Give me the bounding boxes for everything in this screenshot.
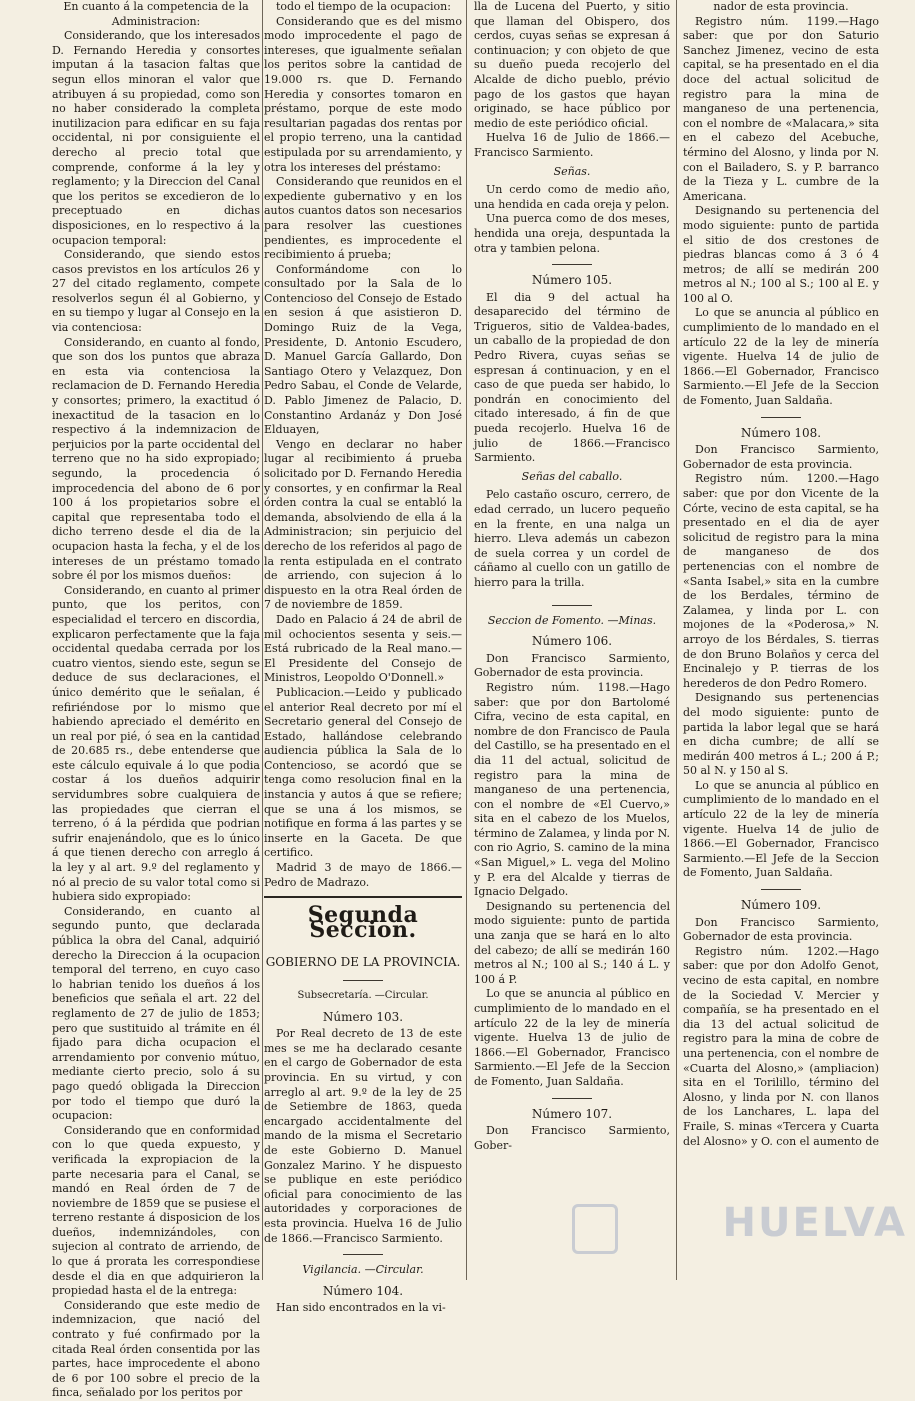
subsection-label: Vigilancia. —Circular.	[302, 1263, 424, 1277]
paragraph: Pelo castaño oscuro, cerrero, de edad cerrado, un lucero pequeño en la frente, en una nalga un hierro. Lleva además un cabezon de suela correa y un cordel de cáñamo al cuello con un gatillo de hierro para la trilla.	[474, 488, 670, 589]
column-rule	[262, 0, 263, 1280]
column-rule	[466, 0, 467, 1280]
paragraph: Considerando que este medio de indemnizacion, que nació del contrato y fué confirmado por la citada Real órden consentida por las partes, hace improcedente el abono de 6 por 100 sobre el precio de la finca, señalado por los peritos por	[52, 1298, 260, 1400]
paragraph: Don Francisco Sarmiento, Gobernador de esta provincia.	[683, 915, 879, 944]
column-2	[264, 0, 462, 1315]
subsection-label: Subsecretaría. —Circular.	[297, 990, 429, 1001]
paragraph: Publicacion.—Leido y publicado el anterior Real decreto por mí el Secretario general del Consejo de Estado, hallándose celebrando audiencia pública la Sala de lo Contencioso, se acordó que se tenga como resolucion final en la instancia y autos á que se refiere; que se una á los mismos, se notifique en forma á las partes y se inserte en la Gaceta. De que certifico.	[264, 685, 462, 860]
paragraph: Una puerca como de dos meses, hendida una oreja, despuntada la otra y tambien pelona.	[474, 212, 670, 255]
paragraph: lla de Lucena del Puerto, y sitio que llaman del Obispero, dos cerdos, cuyas señas se expresan á continuacion; y con objeto de que su dueño pueda recojerlo del Alcalde de dicho pueblo, prévio pago de los gastos que hayan originado, se hace público por medio de este periódico oficial.	[474, 0, 670, 130]
paragraph: Designando sus pertenencias del modo siguiente: punto de partida la labor legal que se hará en dicha cumbre; de allí se medirán 400 metros á L.; 200 á P.; 50 al N. y 150 al S.	[683, 691, 879, 778]
paragraph: Un cerdo como de medio año, una hendida en cada oreja y pelon.	[474, 183, 670, 211]
paragraph: Don Francisco Sarmiento, Gobernador de esta provincia.	[474, 651, 670, 680]
paragraph: Dado en Palacio á 24 de abril de mil ochocientos sesenta y seis.—Está rubricado de la Real mano.—El Presidente del Consejo de Ministros, Leopoldo O'Donnell.»	[264, 612, 462, 685]
notice-number: Número 104.	[322, 1283, 404, 1298]
paragraph: Designando su pertenencia del modo siguiente: punto de partida una zanja que se hará en lo alto del cabezo; de allí se medirán 160 metros al N.; 100 al S.; 140 á L. y 100 á P.	[474, 899, 670, 986]
paragraph: Considerando, que siendo estos casos previstos en los artículos 26 y 27 del citado reglamento, compete resolverlos segun él al Gobierno, y en su tiempo y lugar al Consejo en la via contenciosa:	[52, 248, 260, 335]
paragraph: Considerando, que los interesados D. Fernando Heredia y consortes imputan á la tasacion faltas que segun ellos minoran el valor que atribuyen á su propiedad, como son no haber considerado la completa inutilizacion para edificar en su faja occidental, ni por consiguiente el derecho al precio total que comprende, conforme á la ley y reglamento; y la Direccion del Canal que los peritos se excedieron de lo preceptuado en dichas disposiciones, en lo respectivo á la ocupacion temporal:	[52, 29, 260, 247]
column-1	[52, 0, 260, 1400]
paragraph: Considerando que en conformidad con lo que queda expuesto, y verificada la expropiacion de la parte necesaria para el Canal, se mandó en Real órden de 7 de noviembre de 1859 que se pusiese el terreno restante á disposicion de los dueños, indemnizándoles, con sujecion al contrato de arriendo, de lo que á prorata les correspondiese desde el dia en que adquirieron la propiedad hasta el de la entrega:	[52, 1123, 260, 1298]
paragraph: Por Real decreto de 13 de este mes se me ha declarado cesante en el cargo de Gobernador de esta provincia. En su virtud, y con arreglo al art. 9.º de la ley de 25 de Setiembre de 1863, queda encargado accidentalmente del mando de la misma el Secretario de este Gobierno D. Manuel Gonzalez Marino. Y he dispuesto se publique en este periódico oficial para conocimiento de las autoridades y corporaciones de esta provincia. Huelva 16 de Julio de 1866.—Francisco Sarmiento.	[264, 1027, 462, 1245]
paragraph: Vengo en declarar no haber lugar al recibimiento á prueba solicitado por D. Fernando Heredia y consortes, y en confirmar la Real órden contra la cual se entabló la demanda, absolviendo de ella á la Administracion; sin perjuicio del derecho de los referidos al pago de la renta estipulada en el contrato de arriendo, con sujecion á lo dispuesto en la otra Real órden de 7 de noviembre de 1859.	[264, 437, 462, 612]
paragraph: Considerando, en cuanto al segundo punto, que declarada pública la obra del Canal, adquirió derecho la Direccion á la ocupacion temporal del terreno, en cuyo caso lo habrian tenido los dueños á los beneficios que señala el art. 22 del reglamento de 27 de julio de 1853; pero que sustituido al trámite en él fijado para dicha ocupacion el arrendamiento por convenio mútuo, mediante cierto precio, solo á su pago quedó obligada la Direccion por todo el tiempo que duró la ocupacion:	[52, 904, 260, 1123]
notice-number: Número 105.	[531, 273, 613, 288]
paragraph: Conformándome con lo consultado por la Sala de lo Contencioso del Consejo de Estado en sesion á que asistieron D. Domingo Ruiz de la Vega, Presidente, D. Antonio Escudero, D. Manuel García Gallardo, Don Santiago Otero y Velazquez, Don Pedro Sabau, el Conde de Velarde, D. Pablo Jimenez de Palacio, D. Constantino Ardanáz y Don José Elduayen,	[264, 262, 462, 437]
paragraph: Registro núm. 1202.—Hago saber: que por don Adolfo Genot, vecino de esta capital, en nombre de la Sociedad V. Mercier y compañía, se ha presentado en el dia 13 del actual solicitud de registro para la mina de cobre de una pertenencia, con el nombre de «Cuarta del Alosno,» (ampliacion) sita en el Torilillo, término del Alosno, y linda por N. con llanos de los Lanchares, L. lapa del Fraile, S. minas «Tercera y Cuarta del Alosno» y O. con el aumento de	[683, 944, 879, 1148]
notice-number: Número 107.	[531, 1106, 613, 1121]
notice-number: Número 103.	[322, 1009, 404, 1024]
divider	[552, 264, 592, 265]
subsection-label: Seccion de Fomento. —Minas.	[487, 613, 657, 627]
paragraph: Don Francisco Sarmiento, Gober-	[474, 1124, 670, 1152]
paragraph: Considerando que es del mismo modo improcedente el pago de intereses, que igualmente señalan los peritos sobre la cantidad de 19.000 rs. que D. Fernando Heredia y consortes tomaron en préstamo, porque de este modo resultarian pagadas dos rentas por el propio terreno, una la cantidad estipulada por su arrendamiento, y otra los intereses del préstamo:	[264, 14, 462, 174]
notice-number: Número 108.	[740, 425, 822, 440]
section-title: Segunda Seccion.	[307, 902, 419, 943]
subheading: Señas del caballo.	[521, 469, 623, 483]
paragraph: Registro núm. 1198.—Hago saber: que por don Bartolomé Cifra, vecino de esta capital, en nombre de don Francisco de Paula del Castillo, se ha presentado en el dia 11 del actual, solicitud de registro para la mina de manganeso de una pertenencia, con el nombre de «El Cuervo,» sita en el cabezo de los Muelos, término de Zalamea, y linda por N. con rio Agrio, S. camino de la mina «San Miguel,» L. vega del Molino y P. era del Alcalde y tierras de Ignacio Delgado.	[474, 680, 670, 899]
paragraph: En cuanto á la competencia de la Administracion:	[63, 0, 249, 28]
paragraph: Designando su pertenencia del modo siguiente: punto de partida el sitio de dos crestones de piedras blancas como á 3 ó 4 metros; de allí se medirán 200 metros al N.; 100 al S.; 100 al E. y 100 al O.	[683, 204, 879, 305]
paragraph: Considerando, en cuanto al primer punto, que los peritos, con especialidad el tercero en discordia, explicaron perfectamente que la faja occidental quedaba cerrada por los cuatro vientos, siendo este, segun se deduce de sus declaraciones, el único demérito que le señalan, é refiriéndose por lo mismo que habiendo apreciado el demérito en un real por pié, ó sea en la cantidad de 20.685 rs., debe entenderse que este cálculo equivale á lo que podia costar á los dueños adquirir servidumbres sobre cualquiera de las propiedades que cierran el terreno, ó á la pérdida que podrian sufrir enajenándolo, que es lo único á que tienen derecho con arreglo á la ley y al art. 9.º del reglamento y nó al precio de su valor total como si hubiera sido expropiado:	[52, 583, 260, 904]
column-rule	[676, 0, 677, 1280]
paragraph: Madrid 3 de mayo de 1866.—Pedro de Madrazo.	[264, 861, 462, 889]
subheading: Señas.	[553, 164, 591, 178]
paragraph: Considerando que reunidos en el expediente gubernativo y en los autos cuantos datos son necesarios para resolver las cuestiones pendientes, es improcedente el recibimiento á prueba;	[264, 175, 462, 262]
paragraph: Registro núm. 1199.—Hago saber: que por don Saturio Sanchez Jimenez, vecino de esta capital, se ha presentado en el dia doce del actual solicitud de registro para la mina de manganeso de una pertenencia, con el nombre de «Malacara,» sita en el cabezo del Acebuche, término del Alosno, y linda por N. con el Bailadero, S. y P. barranco de la Tieza y L. cumbre de la Americana.	[683, 14, 879, 203]
section-rule	[264, 896, 462, 898]
paragraph: Lo que se anuncia al público en cumplimiento de lo mandado en el artículo 22 de la ley de minería vigente. Huelva 14 de julio de 1866.—El Gobernador, Francisco Sarmiento.—El Jefe de la Seccion de Fomento, Juan Saldaña.	[683, 778, 879, 880]
notice-number: Número 109.	[740, 898, 822, 913]
divider	[552, 1098, 592, 1099]
gov-title: GOBIERNO DE LA PROVINCIA.	[265, 955, 461, 970]
divider	[761, 889, 801, 890]
signature: Huelva 16 de Julio de 1866.—Francisco Sarmiento.	[474, 131, 670, 159]
archive-watermark: HUELVA	[722, 1200, 907, 1246]
paragraph: Lo que se anuncia al público en cumplimiento de lo mandado en el artículo 22 de la ley de minería vigente. Huelva 14 de julio de 1866.—El Gobernador, Francisco Sarmiento.—El Jefe de la Seccion de Fomento, Juan Saldaña.	[683, 306, 879, 408]
divider	[552, 605, 592, 606]
divider	[343, 980, 383, 981]
archive-logo-icon	[572, 1204, 618, 1254]
paragraph: todo el tiempo de la ocupacion:	[276, 0, 451, 13]
paragraph: Considerando, en cuanto al fondo, que son dos los puntos que abraza en esta via contenciosa la reclamacion de D. Fernando Heredia y consortes; primero, la exactitud ó inexactitud de la tasacion en lo respectivo á la indemnizacion de perjuicios por la parte occidental del terreno que no ha sido expropiado; segundo, la procedencia ó improcedencia del abono de 6 por 100 á los propietarios sobre el capital que representaba todo el dicho terreno desde el dia de la ocupacion hasta la fecha, y el de los intereses de un préstamo tomado sobre él por los mismos dueños:	[52, 335, 260, 583]
paragraph: Registro núm. 1200.—Hago saber: que por don Vicente de la Córte, vecino de esta capital, se ha presentado en el dia de ayer solicitud de registro para la mina de manganeso de dos pertenencias con el nombre de «Santa Isabel,» sita en la cumbre de los Berdales, término de Zalamea, y linda por L. con mojones de la «Poderosa,» N. arroyo de los Bérdales, S. tierras de don Bruno Bolaños y cerca del Encinalejo y P. tierras de los herederos de don Pedro Romero.	[683, 472, 879, 690]
divider	[343, 1254, 383, 1255]
column-4	[683, 0, 879, 1280]
column-3	[474, 0, 670, 1280]
notice-number: Número 106.	[531, 634, 613, 649]
paragraph: nador de esta provincia.	[713, 0, 849, 13]
paragraph: El dia 9 del actual ha desaparecido del término de Trigueros, sitio de Valdea-bades, un caballo de la propiedad de don Pedro Rivera, cuyas señas se espresan á continuacion, y en el caso de que pueda ser habido, lo pondrán en conocimiento del citado interesado, á fin de que pueda recojerlo. Huelva 16 de julio de 1866.—Francisco Sarmiento.	[474, 290, 670, 465]
paragraph: Don Francisco Sarmiento, Gobernador de esta provincia.	[683, 443, 879, 471]
paragraph: Lo que se anuncia al público en cumplimiento de lo mandado en el artículo 22 de la ley de minería vigente. Huelva 13 de julio de 1866.—El Gobernador, Francisco Sarmiento.—El Jefe de la Seccion de Fomento, Juan Saldaña.	[474, 987, 670, 1088]
divider	[761, 417, 801, 418]
paragraph: Han sido encontrados en la vi-	[276, 1301, 446, 1315]
